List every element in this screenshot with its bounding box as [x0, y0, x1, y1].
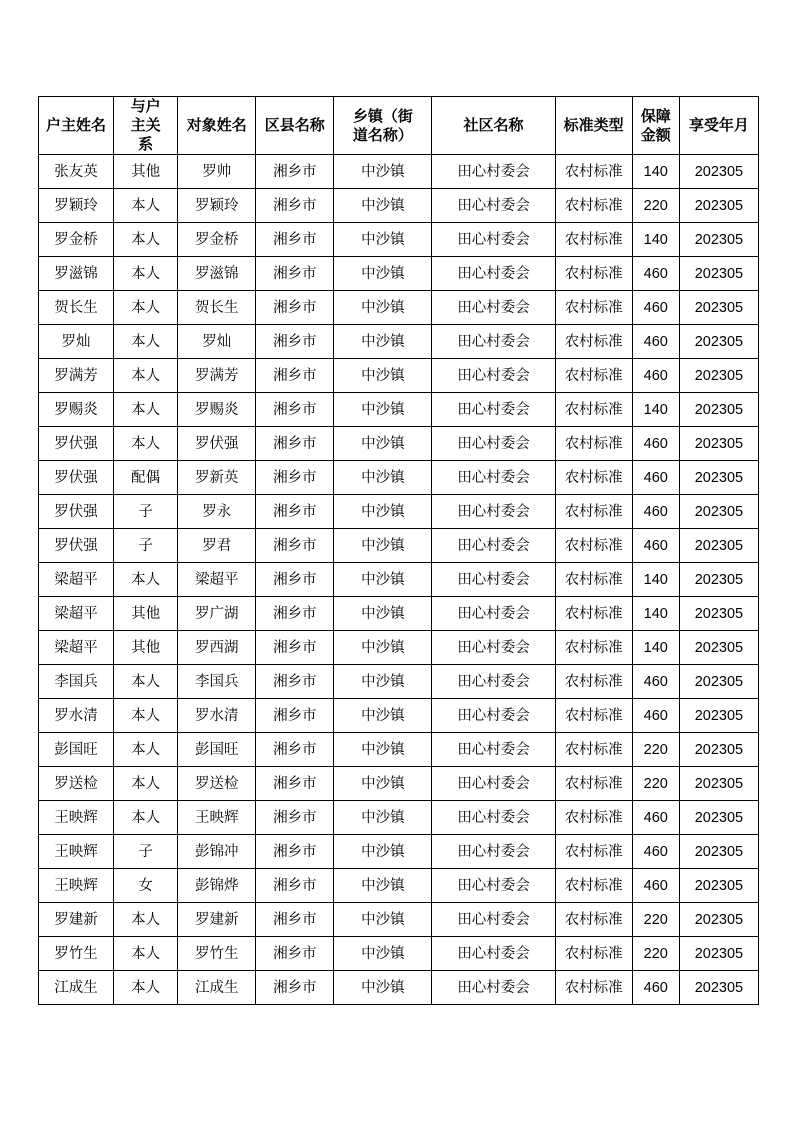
- table-row: [39, 189, 759, 223]
- table-row: [39, 291, 759, 325]
- cell-relation: 本人: [114, 767, 178, 801]
- cell-amount: 220: [632, 937, 679, 971]
- cell-community: 田心村委会: [432, 393, 555, 427]
- cell-amount: 460: [632, 359, 679, 393]
- cell-period: 202305: [679, 937, 758, 971]
- cell-standard: 农村标准: [555, 325, 632, 359]
- cell-town: 中沙镇: [334, 155, 432, 189]
- cell-standard: 农村标准: [555, 223, 632, 257]
- cell-community: 田心村委会: [432, 359, 555, 393]
- cell-subject: 王映辉: [178, 801, 256, 835]
- cell-householder: 罗颖玲: [39, 189, 114, 223]
- cell-subject: 罗伏强: [178, 427, 256, 461]
- cell-period: 202305: [679, 801, 758, 835]
- cell-householder: 罗满芳: [39, 359, 114, 393]
- header-community: 社区名称: [432, 97, 555, 155]
- table-row: [39, 529, 759, 563]
- cell-subject: 罗西湖: [178, 631, 256, 665]
- cell-county: 湘乡市: [256, 733, 334, 767]
- table-row: [39, 767, 759, 801]
- cell-amount: 460: [632, 427, 679, 461]
- cell-householder: 梁超平: [39, 631, 114, 665]
- cell-relation: 其他: [114, 155, 178, 189]
- table-row: [39, 597, 759, 631]
- cell-relation: 其他: [114, 597, 178, 631]
- cell-town: 中沙镇: [334, 631, 432, 665]
- cell-relation: 本人: [114, 971, 178, 1005]
- cell-relation: 本人: [114, 291, 178, 325]
- table-row: [39, 801, 759, 835]
- cell-subject: 罗滋锦: [178, 257, 256, 291]
- cell-county: 湘乡市: [256, 291, 334, 325]
- cell-amount: 220: [632, 767, 679, 801]
- header-row: [39, 97, 759, 155]
- cell-community: 田心村委会: [432, 733, 555, 767]
- cell-subject: 罗满芳: [178, 359, 256, 393]
- cell-amount: 460: [632, 325, 679, 359]
- cell-relation: 本人: [114, 393, 178, 427]
- cell-standard: 农村标准: [555, 189, 632, 223]
- cell-period: 202305: [679, 733, 758, 767]
- cell-subject: 罗永: [178, 495, 256, 529]
- cell-town: 中沙镇: [334, 869, 432, 903]
- cell-county: 湘乡市: [256, 767, 334, 801]
- cell-county: 湘乡市: [256, 563, 334, 597]
- cell-standard: 农村标准: [555, 971, 632, 1005]
- cell-community: 田心村委会: [432, 971, 555, 1005]
- cell-relation: 本人: [114, 937, 178, 971]
- cell-householder: 王映辉: [39, 869, 114, 903]
- cell-householder: 罗送检: [39, 767, 114, 801]
- cell-standard: 农村标准: [555, 699, 632, 733]
- document-page: [38, 96, 759, 1005]
- cell-amount: 220: [632, 189, 679, 223]
- cell-householder: 罗建新: [39, 903, 114, 937]
- cell-amount: 460: [632, 495, 679, 529]
- cell-county: 湘乡市: [256, 631, 334, 665]
- cell-period: 202305: [679, 971, 758, 1005]
- cell-subject: 罗颖玲: [178, 189, 256, 223]
- cell-amount: 460: [632, 665, 679, 699]
- cell-householder: 彭国旺: [39, 733, 114, 767]
- table-row: [39, 223, 759, 257]
- cell-standard: 农村标准: [555, 291, 632, 325]
- header-relation: 与户主关系: [114, 97, 178, 155]
- cell-town: 中沙镇: [334, 223, 432, 257]
- cell-county: 湘乡市: [256, 393, 334, 427]
- cell-period: 202305: [679, 563, 758, 597]
- cell-subject: 贺长生: [178, 291, 256, 325]
- cell-community: 田心村委会: [432, 529, 555, 563]
- cell-amount: 460: [632, 699, 679, 733]
- cell-community: 田心村委会: [432, 291, 555, 325]
- cell-town: 中沙镇: [334, 257, 432, 291]
- table-row: [39, 869, 759, 903]
- cell-householder: 梁超平: [39, 563, 114, 597]
- cell-amount: 460: [632, 257, 679, 291]
- cell-community: 田心村委会: [432, 835, 555, 869]
- cell-town: 中沙镇: [334, 937, 432, 971]
- cell-county: 湘乡市: [256, 359, 334, 393]
- cell-community: 田心村委会: [432, 495, 555, 529]
- cell-subject: 罗君: [178, 529, 256, 563]
- table-row: [39, 665, 759, 699]
- cell-community: 田心村委会: [432, 767, 555, 801]
- cell-amount: 460: [632, 801, 679, 835]
- cell-county: 湘乡市: [256, 257, 334, 291]
- table-row: [39, 427, 759, 461]
- cell-community: 田心村委会: [432, 699, 555, 733]
- cell-county: 湘乡市: [256, 937, 334, 971]
- cell-relation: 本人: [114, 359, 178, 393]
- cell-householder: 王映辉: [39, 835, 114, 869]
- table-row: [39, 461, 759, 495]
- cell-standard: 农村标准: [555, 767, 632, 801]
- cell-subject: 彭国旺: [178, 733, 256, 767]
- cell-period: 202305: [679, 869, 758, 903]
- cell-town: 中沙镇: [334, 359, 432, 393]
- cell-householder: 李国兵: [39, 665, 114, 699]
- cell-period: 202305: [679, 155, 758, 189]
- cell-relation: 本人: [114, 801, 178, 835]
- cell-community: 田心村委会: [432, 325, 555, 359]
- cell-standard: 农村标准: [555, 563, 632, 597]
- cell-relation: 本人: [114, 325, 178, 359]
- cell-county: 湘乡市: [256, 189, 334, 223]
- cell-subject: 彭锦冲: [178, 835, 256, 869]
- cell-standard: 农村标准: [555, 359, 632, 393]
- cell-community: 田心村委会: [432, 597, 555, 631]
- cell-standard: 农村标准: [555, 495, 632, 529]
- cell-standard: 农村标准: [555, 937, 632, 971]
- cell-relation: 本人: [114, 257, 178, 291]
- cell-county: 湘乡市: [256, 155, 334, 189]
- header-period: 享受年月: [679, 97, 758, 155]
- cell-relation: 配偶: [114, 461, 178, 495]
- cell-town: 中沙镇: [334, 903, 432, 937]
- cell-period: 202305: [679, 461, 758, 495]
- cell-householder: 罗伏强: [39, 427, 114, 461]
- cell-town: 中沙镇: [334, 733, 432, 767]
- cell-householder: 罗灿: [39, 325, 114, 359]
- cell-county: 湘乡市: [256, 801, 334, 835]
- cell-community: 田心村委会: [432, 665, 555, 699]
- cell-period: 202305: [679, 427, 758, 461]
- cell-community: 田心村委会: [432, 427, 555, 461]
- cell-community: 田心村委会: [432, 937, 555, 971]
- table-body: [39, 155, 759, 1005]
- cell-relation: 子: [114, 529, 178, 563]
- cell-town: 中沙镇: [334, 393, 432, 427]
- cell-amount: 140: [632, 155, 679, 189]
- cell-subject: 罗水清: [178, 699, 256, 733]
- cell-amount: 140: [632, 223, 679, 257]
- cell-amount: 140: [632, 393, 679, 427]
- cell-householder: 罗金桥: [39, 223, 114, 257]
- cell-householder: 王映辉: [39, 801, 114, 835]
- cell-community: 田心村委会: [432, 801, 555, 835]
- cell-householder: 罗水清: [39, 699, 114, 733]
- cell-county: 湘乡市: [256, 699, 334, 733]
- cell-relation: 女: [114, 869, 178, 903]
- cell-standard: 农村标准: [555, 733, 632, 767]
- cell-householder: 罗赐炎: [39, 393, 114, 427]
- cell-householder: 江成生: [39, 971, 114, 1005]
- cell-amount: 220: [632, 733, 679, 767]
- cell-town: 中沙镇: [334, 971, 432, 1005]
- cell-community: 田心村委会: [432, 189, 555, 223]
- cell-period: 202305: [679, 767, 758, 801]
- table-row: [39, 495, 759, 529]
- cell-county: 湘乡市: [256, 495, 334, 529]
- cell-county: 湘乡市: [256, 597, 334, 631]
- cell-county: 湘乡市: [256, 325, 334, 359]
- cell-relation: 其他: [114, 631, 178, 665]
- cell-relation: 子: [114, 835, 178, 869]
- cell-community: 田心村委会: [432, 461, 555, 495]
- cell-subject: 江成生: [178, 971, 256, 1005]
- table-header: [39, 97, 759, 155]
- cell-period: 202305: [679, 631, 758, 665]
- cell-relation: 本人: [114, 733, 178, 767]
- cell-community: 田心村委会: [432, 903, 555, 937]
- cell-householder: 罗伏强: [39, 529, 114, 563]
- cell-subject: 彭锦烨: [178, 869, 256, 903]
- cell-standard: 农村标准: [555, 869, 632, 903]
- header-householder: 户主姓名: [39, 97, 114, 155]
- header-county: 区县名称: [256, 97, 334, 155]
- table-row: [39, 359, 759, 393]
- cell-county: 湘乡市: [256, 835, 334, 869]
- cell-period: 202305: [679, 257, 758, 291]
- cell-relation: 本人: [114, 699, 178, 733]
- cell-period: 202305: [679, 325, 758, 359]
- cell-town: 中沙镇: [334, 325, 432, 359]
- cell-relation: 本人: [114, 427, 178, 461]
- cell-period: 202305: [679, 665, 758, 699]
- cell-period: 202305: [679, 529, 758, 563]
- cell-householder: 罗竹生: [39, 937, 114, 971]
- cell-period: 202305: [679, 393, 758, 427]
- cell-subject: 罗建新: [178, 903, 256, 937]
- cell-subject: 罗送检: [178, 767, 256, 801]
- cell-town: 中沙镇: [334, 699, 432, 733]
- header-standard: 标准类型: [555, 97, 632, 155]
- header-town: 乡镇（街道名称）: [334, 97, 432, 155]
- cell-period: 202305: [679, 291, 758, 325]
- cell-amount: 140: [632, 563, 679, 597]
- cell-county: 湘乡市: [256, 529, 334, 563]
- cell-period: 202305: [679, 359, 758, 393]
- cell-community: 田心村委会: [432, 563, 555, 597]
- cell-relation: 本人: [114, 223, 178, 257]
- cell-county: 湘乡市: [256, 903, 334, 937]
- table-row: [39, 393, 759, 427]
- table-row: [39, 155, 759, 189]
- cell-relation: 子: [114, 495, 178, 529]
- cell-amount: 460: [632, 869, 679, 903]
- cell-householder: 梁超平: [39, 597, 114, 631]
- cell-period: 202305: [679, 223, 758, 257]
- cell-amount: 460: [632, 971, 679, 1005]
- subsidy-table: [38, 96, 759, 1005]
- cell-community: 田心村委会: [432, 223, 555, 257]
- cell-amount: 140: [632, 631, 679, 665]
- cell-amount: 460: [632, 529, 679, 563]
- cell-community: 田心村委会: [432, 631, 555, 665]
- cell-town: 中沙镇: [334, 563, 432, 597]
- cell-standard: 农村标准: [555, 801, 632, 835]
- cell-period: 202305: [679, 495, 758, 529]
- cell-subject: 李国兵: [178, 665, 256, 699]
- cell-town: 中沙镇: [334, 529, 432, 563]
- cell-town: 中沙镇: [334, 597, 432, 631]
- cell-standard: 农村标准: [555, 257, 632, 291]
- cell-subject: 梁超平: [178, 563, 256, 597]
- cell-householder: 罗伏强: [39, 495, 114, 529]
- cell-county: 湘乡市: [256, 665, 334, 699]
- cell-period: 202305: [679, 699, 758, 733]
- header-subject: 对象姓名: [178, 97, 256, 155]
- cell-period: 202305: [679, 189, 758, 223]
- cell-town: 中沙镇: [334, 189, 432, 223]
- cell-town: 中沙镇: [334, 801, 432, 835]
- cell-amount: 460: [632, 835, 679, 869]
- cell-town: 中沙镇: [334, 291, 432, 325]
- cell-standard: 农村标准: [555, 155, 632, 189]
- cell-householder: 贺长生: [39, 291, 114, 325]
- cell-amount: 460: [632, 291, 679, 325]
- cell-standard: 农村标准: [555, 529, 632, 563]
- cell-town: 中沙镇: [334, 495, 432, 529]
- cell-period: 202305: [679, 903, 758, 937]
- cell-standard: 农村标准: [555, 665, 632, 699]
- cell-subject: 罗帅: [178, 155, 256, 189]
- cell-community: 田心村委会: [432, 869, 555, 903]
- cell-community: 田心村委会: [432, 257, 555, 291]
- cell-relation: 本人: [114, 903, 178, 937]
- cell-town: 中沙镇: [334, 835, 432, 869]
- cell-subject: 罗广湖: [178, 597, 256, 631]
- cell-subject: 罗竹生: [178, 937, 256, 971]
- cell-county: 湘乡市: [256, 461, 334, 495]
- cell-standard: 农村标准: [555, 631, 632, 665]
- cell-standard: 农村标准: [555, 461, 632, 495]
- table-row: [39, 257, 759, 291]
- cell-relation: 本人: [114, 189, 178, 223]
- cell-householder: 张友英: [39, 155, 114, 189]
- cell-county: 湘乡市: [256, 971, 334, 1005]
- table-row: [39, 733, 759, 767]
- cell-period: 202305: [679, 835, 758, 869]
- table-row: [39, 835, 759, 869]
- cell-amount: 460: [632, 461, 679, 495]
- table-row: [39, 563, 759, 597]
- cell-subject: 罗金桥: [178, 223, 256, 257]
- cell-town: 中沙镇: [334, 767, 432, 801]
- cell-town: 中沙镇: [334, 665, 432, 699]
- cell-relation: 本人: [114, 563, 178, 597]
- table-row: [39, 903, 759, 937]
- cell-county: 湘乡市: [256, 223, 334, 257]
- header-amount: 保障金额: [632, 97, 679, 155]
- cell-amount: 140: [632, 597, 679, 631]
- cell-subject: 罗灿: [178, 325, 256, 359]
- cell-county: 湘乡市: [256, 427, 334, 461]
- cell-community: 田心村委会: [432, 155, 555, 189]
- cell-town: 中沙镇: [334, 461, 432, 495]
- cell-period: 202305: [679, 597, 758, 631]
- table-row: [39, 325, 759, 359]
- cell-subject: 罗新英: [178, 461, 256, 495]
- cell-relation: 本人: [114, 665, 178, 699]
- cell-amount: 220: [632, 903, 679, 937]
- table-row: [39, 971, 759, 1005]
- cell-county: 湘乡市: [256, 869, 334, 903]
- cell-standard: 农村标准: [555, 393, 632, 427]
- cell-standard: 农村标准: [555, 903, 632, 937]
- cell-subject: 罗赐炎: [178, 393, 256, 427]
- table-row: [39, 699, 759, 733]
- cell-standard: 农村标准: [555, 597, 632, 631]
- cell-town: 中沙镇: [334, 427, 432, 461]
- table-row: [39, 937, 759, 971]
- cell-standard: 农村标准: [555, 835, 632, 869]
- cell-householder: 罗伏强: [39, 461, 114, 495]
- cell-householder: 罗滋锦: [39, 257, 114, 291]
- cell-standard: 农村标准: [555, 427, 632, 461]
- table-row: [39, 631, 759, 665]
